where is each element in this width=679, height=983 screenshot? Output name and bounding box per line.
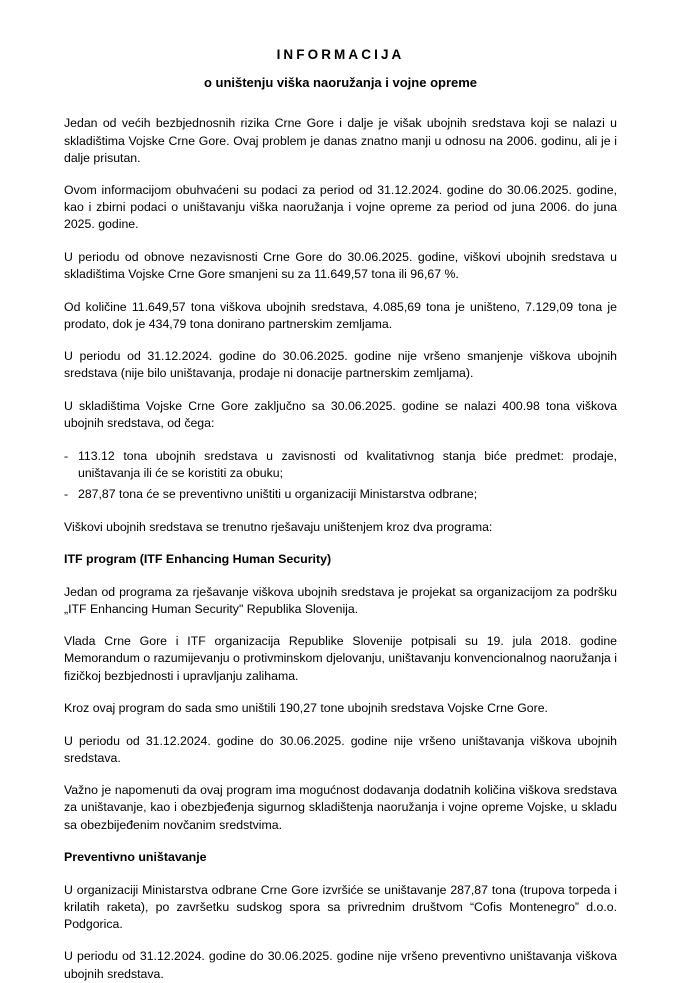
paragraph-itf-no-destruction-period: U periodu od 31.12.2024. godine do 30.06.2025. godine nije vršeno uništavanja viškova ubojnih sredstava. bbox=[64, 733, 617, 765]
section-heading-preventive-destruction: Preventivno uništavanje bbox=[64, 850, 207, 865]
paragraph-current-stock: U skladištima Vojske Crne Gore zaključno sa 30.06.2025. godine se nalazi 400.98 tona viškova ubojnih sredstava, od čega: bbox=[64, 399, 617, 431]
paragraph-itf-memorandum: Vlada Crne Gore i ITF organizacija Republike Slovenije potpisali su 19. jula 2018. godine Memorandum o razumijevanju o protivminskom djelovanju, uništavanju konvencionalnog naoružanja i fizičkoj bezbjednosti i upravljanju zalihama. bbox=[64, 634, 617, 683]
bullet-dash-icon: - bbox=[64, 486, 69, 501]
paragraph-reduction-since-independence: U periodu od obnove nezavisnosti Crne Gore do 30.06.2025. godine, viškovi ubojnih sredstava u skladištima Vojske Crne Gore smanjeni su za 11.649,57 tona ili 96,67 %. bbox=[64, 250, 617, 282]
stock-breakdown-list bbox=[64, 448, 617, 503]
list-item-text: 113.12 tona ubojnih sredstava u zavisnosti od kvalitativnog stanja biće predmet: prodaje, uništavanja ili će se koristiti za obuku; bbox=[78, 448, 617, 480]
section-heading-itf-program: ITF program (ITF Enhancing Human Security) bbox=[64, 552, 332, 567]
list-item-text: 287,87 tona će se preventivno uništiti u organizaciji Ministarstva odbrane; bbox=[78, 486, 478, 501]
paragraph-two-programs: Viškovi ubojnih sredstava se trenutno rješavaju uništenjem kroz dva programa: bbox=[64, 519, 493, 534]
page-title: INFORMACIJA bbox=[276, 47, 405, 62]
bullet-dash-icon: - bbox=[64, 448, 69, 463]
paragraph-preventive-no-destruction-period: U periodu od 31.12.2024. godine do 30.06.2025. godine nije vršeno preventivno uništavanja viškova ubojnih sredstava. bbox=[64, 949, 617, 981]
paragraph-intro-risk: Jedan od većih bezbjednosnih rizika Crne Gore i dalje je višak ubojnih sredstava koji se nalazi u skladištima Vojske Crne Gore. Ovaj problem je danas znatno manji u odnosu na 2006. godinu, ali je i dalje prisutan. bbox=[64, 116, 617, 165]
page-subtitle: o uništenju viška naoružanja i vojne opreme bbox=[203, 75, 478, 91]
paragraph-itf-project: Jedan od programa za rješavanje viškova ubojnih sredstava je projekat sa organizacijom za podršku „ITF Enhancing Human Security" Republika Slovenija. bbox=[64, 584, 617, 616]
paragraph-quantity-breakdown: Od količine 11.649,57 tona viškova ubojnih sredstava, 4.085,69 tona je uništeno, 7.129,09 tona je prodato, dok je 434,79 tona donirano partnerskim zemljama. bbox=[64, 299, 617, 331]
paragraph-itf-destroyed-total: Kroz ovaj program do sada smo uništili 190,27 tone ubojnih sredstava Vojske Crne Gore. bbox=[64, 701, 548, 716]
paragraph-reporting-period: Ovom informacijom obuhvaćeni su podaci za period od 31.12.2024. godine do 30.06.2025. godine, kao i zbirni podaci o uništavanju viška naoružanja i vojne opreme za period od juna 2006. do juna 2025. godine. bbox=[64, 183, 617, 232]
paragraph-preventive-cofis: U organizaciji Ministarstva odbrane Crne Gore izvršiće se uništavanje 287,87 tona (trupova torpeda i krilatih raketa), po završetku sudskog spora sa privrednim društvom “Cofis Montenegro” d.o.o. Podgorica. bbox=[64, 882, 617, 931]
list-item bbox=[64, 486, 617, 503]
paragraph-itf-note-expansion: Važno je napomenuti da ovaj program ima mogućnost dodavanja dodatnih količina viškova sredstava za uništavanje, kao i obezbjeđenja sigurnog skladištenja naoružanja i vojne opreme Vojske, u skladu sa obezbijeđenim novčanim sredstvima. bbox=[64, 783, 617, 832]
list-item bbox=[64, 448, 617, 482]
paragraph-no-reduction-period: U periodu od 31.12.2024. godine do 30.06.2025. godine nije vršeno smanjenje viškova ubojnih sredstava (nije bilo uništavanja, prodaje ni donacije partnerskim zemljama). bbox=[64, 349, 617, 381]
